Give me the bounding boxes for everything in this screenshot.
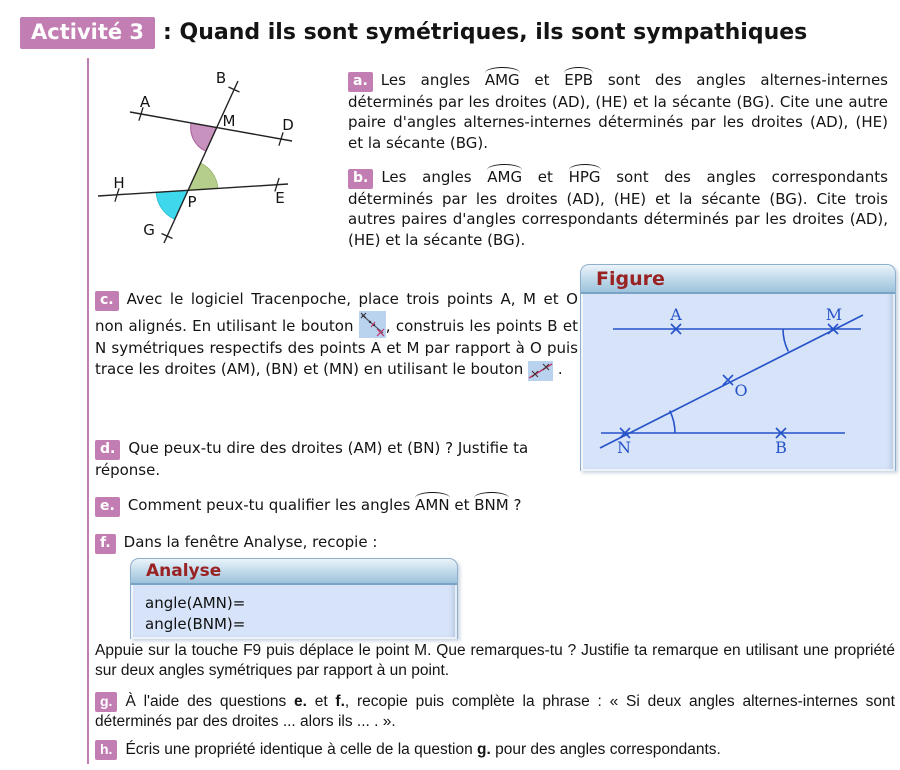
diagram-labels (113, 69, 293, 239)
instruction-paragraph: Appuie sur la touche F9 puis déplace le point M. Que remarques-tu ? Justifie ta remarque en utilisant une propriété sur deux angles symétriques par rapport à un point. (95, 642, 895, 679)
figure-label-M: M (825, 305, 843, 324)
analyse-line-1: angle(AMN)= (145, 594, 246, 612)
figure-label-N: N (617, 438, 631, 457)
page-title (20, 17, 807, 49)
section-g-text: À l'aide des questions e. et f., recopie puis complète la phrase : « Si deux angles alternes-internes sont déterminés par des droites ... alors ils ... . ». (95, 693, 895, 730)
symmetry-tool-icon (359, 311, 386, 338)
line-BG (164, 81, 238, 243)
label-B: B (215, 69, 227, 87)
section-a (348, 70, 888, 153)
label-G: G (143, 221, 155, 239)
section-a-badge: a. (348, 72, 373, 92)
section-c (95, 289, 578, 381)
figure-window-body (581, 294, 895, 471)
analyse-line-2: angle(BNM)= (145, 615, 246, 633)
angle-HPG-wedge (156, 190, 188, 219)
label-A: A (139, 93, 151, 111)
section-h-badge: h. (95, 740, 117, 760)
figure-angle-arc-M (783, 329, 788, 351)
section-g-badge: g. (95, 692, 117, 712)
angle-notation: AMG (484, 71, 520, 89)
section-h-text: Écris une propriété identique à celle de la question g. pour des angles correspondants. (125, 741, 721, 758)
angle-notation: AMG (487, 168, 523, 186)
analyse-window-body (131, 585, 457, 635)
section-g (95, 692, 895, 732)
label-M: M (222, 112, 236, 130)
analyse-window-titlebar (131, 559, 457, 585)
section-e (95, 495, 635, 517)
figure-window (580, 264, 896, 471)
section-f-text: Dans la fenêtre Analyse, recopie : (123, 533, 378, 551)
section-c-text: Avec le logiciel Tracenpoche, place trois points A, M et O non alignés. En utilisant le bouton , construis les points B et N symétriques respectifs des points A et M par rapport à O puis trace les droites (AM), (BN) et (MN) en utilisant le bouton . (95, 290, 578, 378)
angle-notation: HPG (568, 168, 601, 186)
angle-EPB-wedge (188, 163, 218, 190)
label-E: E (275, 189, 285, 207)
activity-badge: Activité 3 (20, 17, 155, 49)
section-a-text: Les angles AMG et EPB sont des angles alternes-internes déterminés par les droites (AD), (HE) et la sécante (BG). Cite une autre paire d'angles alternes-internes déterminés par les droites (AD), (HE) et la sécante (BG). (348, 71, 888, 152)
section-f (95, 532, 535, 554)
figure-canvas (581, 294, 889, 468)
label-P: P (187, 193, 197, 211)
figure-window-titlebar (581, 265, 895, 294)
figure-label-A: A (670, 305, 682, 324)
section-d-badge: d. (95, 440, 120, 460)
section-e-text: Comment peux-tu qualifier les angles AMN et BNM ? (127, 496, 522, 514)
activity-title-text: : Quand ils sont symétriques, ils sont sympathiques (163, 20, 808, 45)
line-tool-icon (528, 361, 553, 381)
analyse-window-title: Analyse (146, 561, 222, 581)
angles-diagram (90, 60, 340, 255)
figure-label-O: O (734, 381, 748, 400)
angle-notation: BNM (474, 496, 509, 514)
label-H: H (113, 174, 125, 192)
section-h (95, 740, 900, 760)
margin-rule (87, 58, 89, 764)
section-b-badge: b. (348, 169, 373, 189)
section-d-text: Que peux-tu dire des droites (AM) et (BN) ? Justifie ta réponse. (95, 439, 529, 479)
section-e-badge: e. (95, 497, 120, 517)
label-D: D (282, 116, 294, 134)
section-b (348, 167, 888, 250)
figure-window-title: Figure (596, 268, 665, 290)
figure-label-B: B (775, 438, 787, 457)
figure-angle-arc-N (670, 411, 675, 433)
section-d (95, 438, 573, 480)
angle-notation: AMN (415, 496, 450, 514)
figure-line-MN (600, 315, 863, 448)
section-f-badge: f. (95, 534, 116, 554)
section-b-text: Les angles AMG et HPG sont des angles correspondants déterminés par les droites (AD), (HE) et la sécante (BG). Cite trois autres paires d'angles correspondants déterminés par les droites (AD), (HE) et la sécante (BG). (348, 168, 888, 249)
analyse-window (130, 558, 458, 639)
section-c-badge: c. (95, 291, 119, 311)
angle-notation: EPB (564, 71, 594, 89)
